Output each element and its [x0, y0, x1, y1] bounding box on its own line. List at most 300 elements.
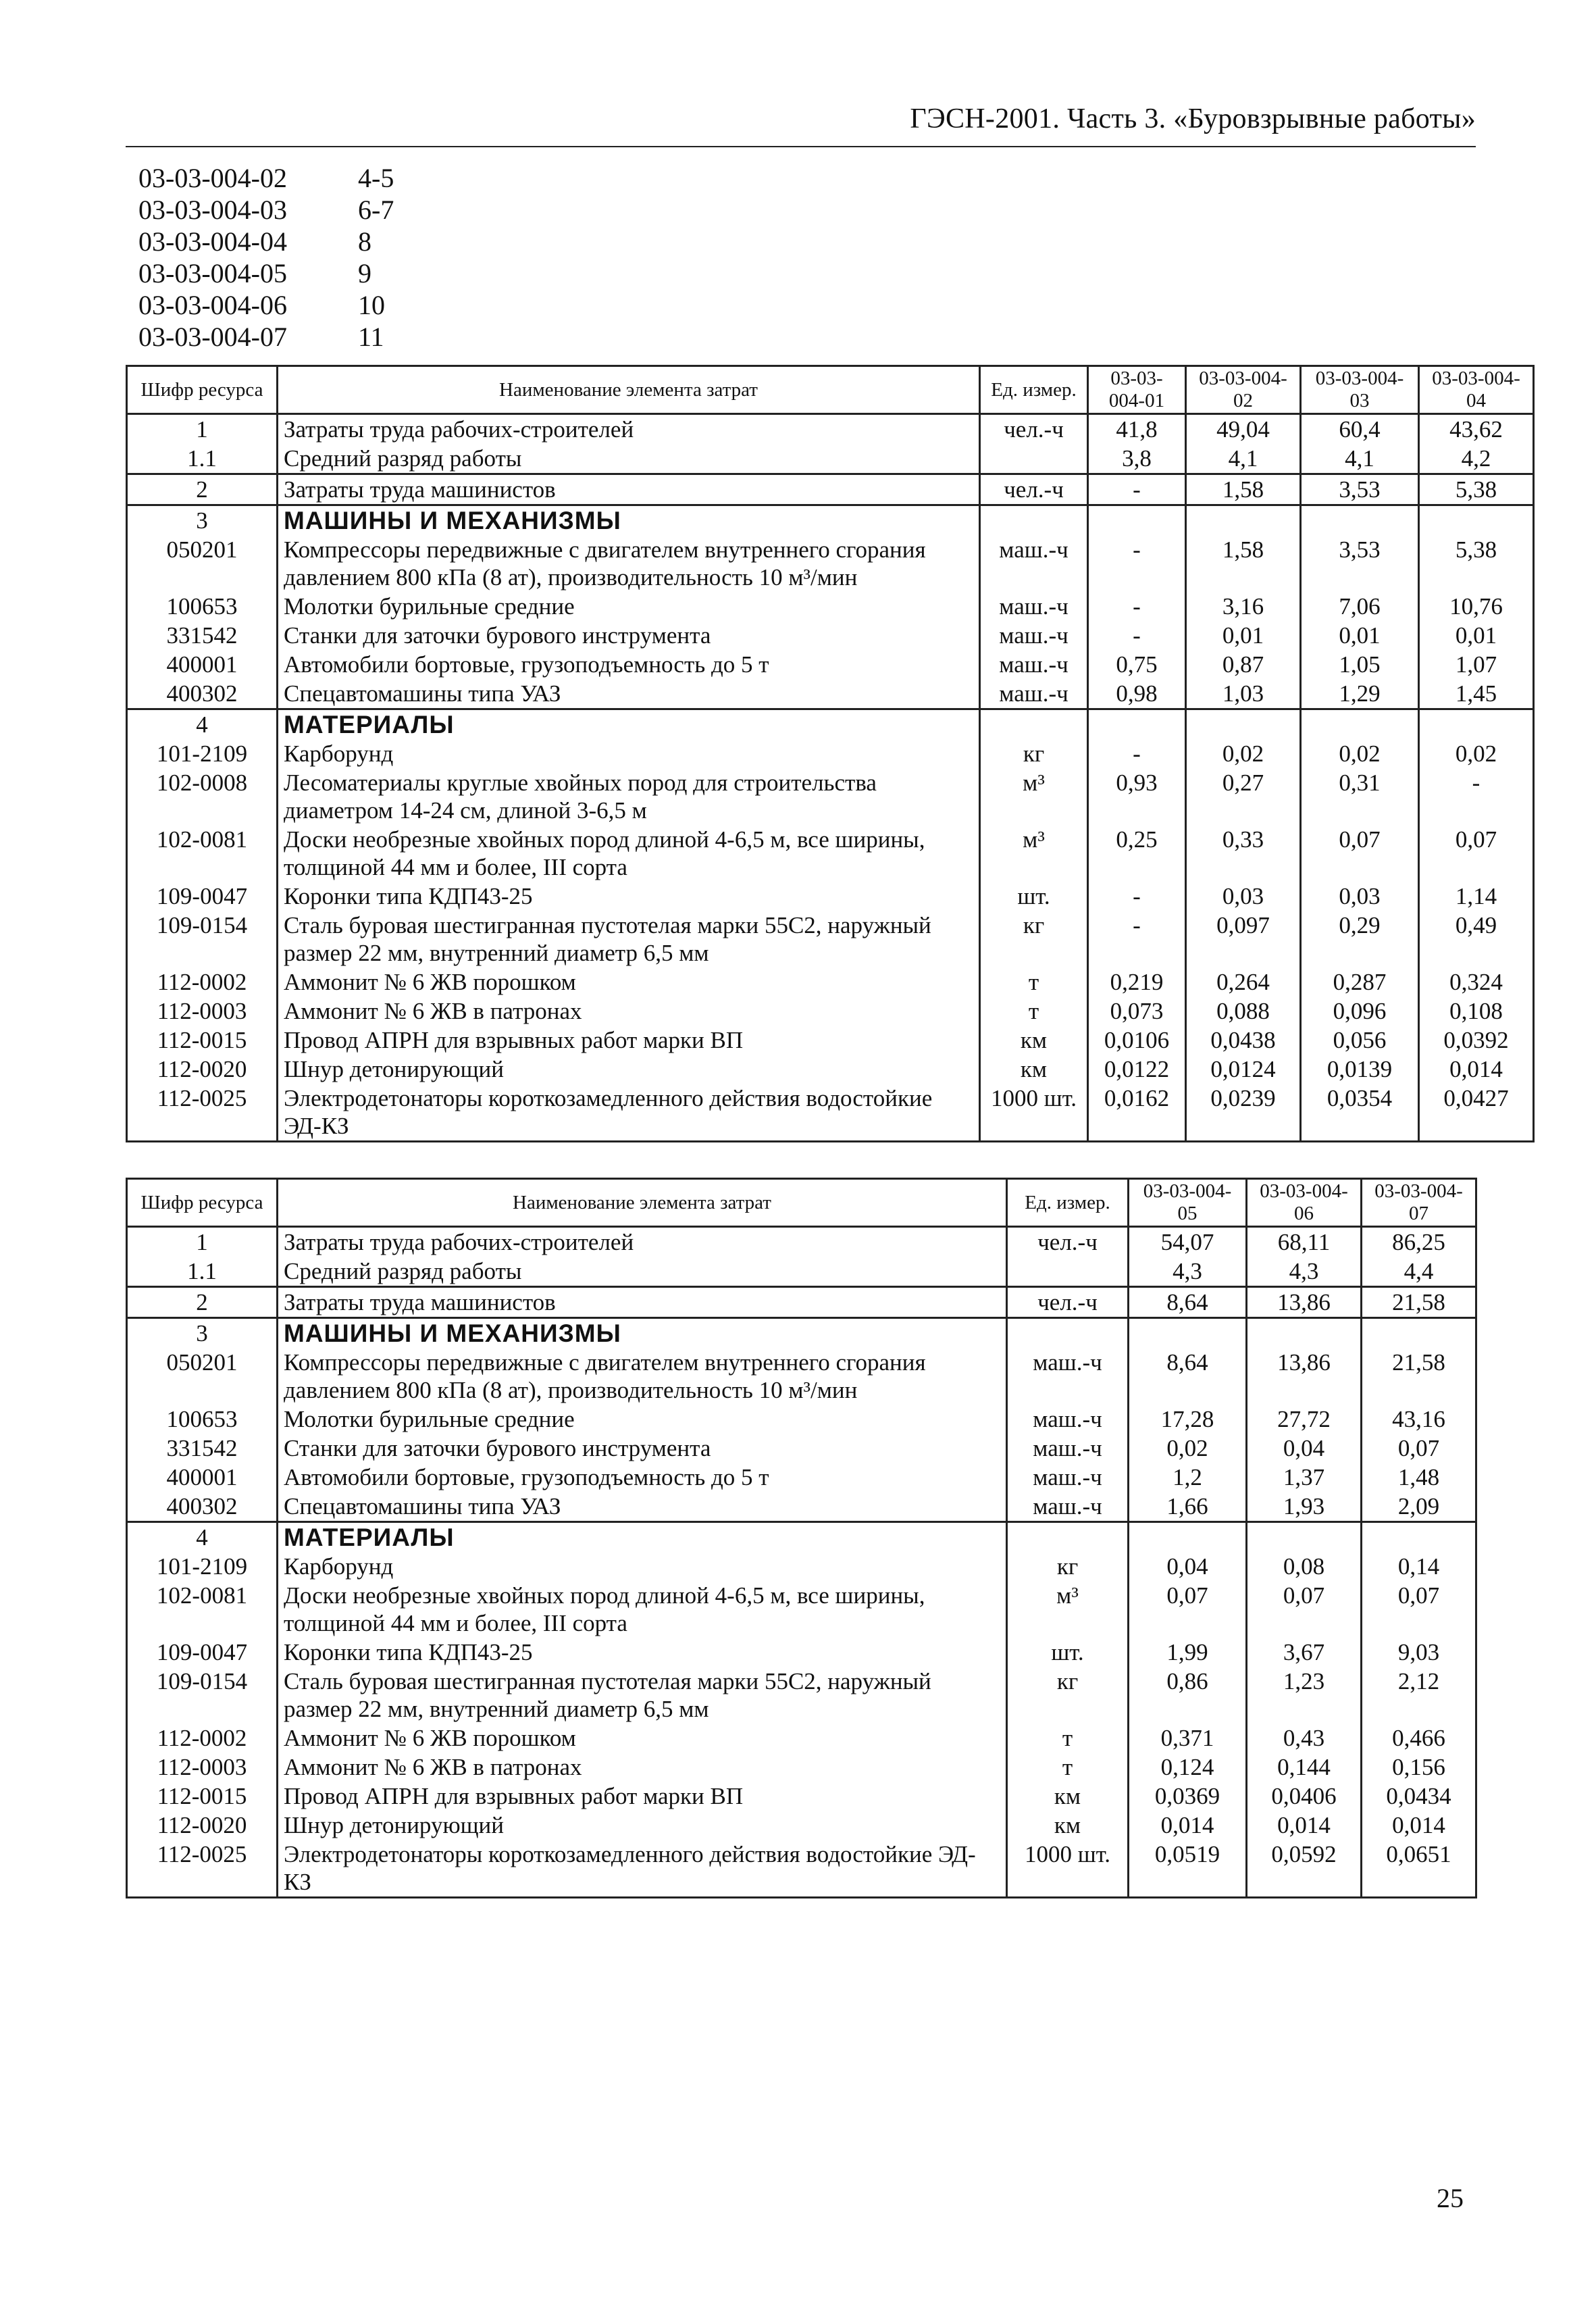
resource-code: 4	[127, 1522, 278, 1553]
resource-value: 54,07	[1129, 1227, 1247, 1257]
resource-code: 400001	[127, 1463, 278, 1492]
resource-unit: маш.-ч	[1007, 1405, 1129, 1434]
resource-value: 0,014	[1247, 1811, 1362, 1840]
resource-name: Электродетонаторы короткозамедленного действия водостойкие ЭД-КЗ	[278, 1840, 1007, 1898]
resource-value: 1,2	[1129, 1463, 1247, 1492]
resource-name: Средний разряд работы	[278, 1257, 1007, 1287]
resource-code: 112-0003	[127, 997, 278, 1026]
header-col: 03-03-004-04	[1419, 366, 1534, 414]
resource-table-1	[126, 365, 1535, 1142]
resource-name: Аммонит № 6 ЖВ порошком	[278, 1724, 1007, 1753]
resource-name: Коронки типа КДП43-25	[278, 1638, 1007, 1667]
section-title: МАШИНЫ И МЕХАНИЗМЫ	[278, 1318, 1007, 1349]
resource-value	[1301, 709, 1419, 740]
resource-value: 0,0122	[1088, 1055, 1186, 1084]
resource-code: 112-0015	[127, 1782, 278, 1811]
resource-code: 3	[127, 1318, 278, 1349]
resource-unit	[980, 709, 1088, 740]
resource-code: 112-0002	[127, 967, 278, 997]
resource-code: 102-0008	[127, 768, 278, 825]
resource-name: Карборунд	[278, 1552, 1007, 1581]
resource-unit: маш.-ч	[1007, 1434, 1129, 1463]
resource-value: 1,99	[1129, 1638, 1247, 1667]
resource-value: 0,07	[1362, 1434, 1476, 1463]
resource-value: 3,8	[1088, 444, 1186, 474]
table-row	[127, 1434, 1476, 1463]
resource-value: 0,02	[1301, 739, 1419, 768]
resource-value: 1,48	[1362, 1463, 1476, 1492]
resource-value: 0,144	[1247, 1753, 1362, 1782]
resource-value: -	[1419, 768, 1534, 825]
resource-value: -	[1088, 592, 1186, 621]
resource-code: 109-0154	[127, 1667, 278, 1724]
code-list-ref: 11	[358, 322, 384, 352]
table-row	[127, 414, 1534, 445]
resource-value: 0,0519	[1129, 1840, 1247, 1898]
resource-value: 0,0651	[1362, 1840, 1476, 1898]
header-col: 03-03-004-01	[1088, 366, 1186, 414]
resource-unit: м³	[980, 825, 1088, 882]
resource-value: 1,45	[1419, 679, 1534, 709]
resource-value: 0,0124	[1186, 1055, 1301, 1084]
resource-value: 2,09	[1362, 1492, 1476, 1522]
resource-value: 3,53	[1301, 474, 1419, 505]
code-list-item	[138, 162, 394, 194]
resource-name: Провод АПРН для взрывных работ марки ВП	[278, 1782, 1007, 1811]
resource-unit: шт.	[980, 882, 1088, 911]
resource-value: 0,0369	[1129, 1782, 1247, 1811]
resource-name: Лесоматериалы круглые хвойных пород для строительства диаметром 14-24 см, длиной 3-6,5 м	[278, 768, 980, 825]
resource-name: Сталь буровая шестигранная пустотелая марки 55С2, наружный размер 22 мм, внутренний диаметр 6,5 мм	[278, 1667, 1007, 1724]
resource-unit: км	[980, 1055, 1088, 1084]
resource-value: 1,23	[1247, 1667, 1362, 1724]
resource-name: Автомобили бортовые, грузоподъемность до 5 т	[278, 650, 980, 679]
resource-value: 10,76	[1419, 592, 1534, 621]
resource-value	[1129, 1318, 1247, 1349]
resource-name: Сталь буровая шестигранная пустотелая марки 55С2, наружный размер 22 мм, внутренний диаметр 6,5 мм	[278, 911, 980, 967]
resource-code: 1	[127, 414, 278, 445]
resource-value: 3,53	[1301, 535, 1419, 592]
section-title: МАШИНЫ И МЕХАНИЗМЫ	[278, 505, 980, 536]
resource-value: 13,86	[1247, 1348, 1362, 1405]
code-list-item	[138, 194, 394, 226]
header-divider	[126, 146, 1476, 147]
resource-value: 0,014	[1419, 1055, 1534, 1084]
resource-unit: маш.-ч	[980, 621, 1088, 650]
section-title: МАТЕРИАЛЫ	[278, 1522, 1007, 1553]
table-row	[127, 474, 1534, 505]
resource-unit: кг	[1007, 1667, 1129, 1724]
code-list-ref: 10	[358, 290, 385, 320]
resource-unit: км	[1007, 1811, 1129, 1840]
table-row	[127, 997, 1534, 1026]
resource-value: 4,3	[1247, 1257, 1362, 1287]
header-col: 03-03-004-07	[1362, 1179, 1476, 1227]
resource-value: 0,219	[1088, 967, 1186, 997]
resource-code: 109-0154	[127, 911, 278, 967]
resource-value: 0,096	[1301, 997, 1419, 1026]
resource-value: 0,0434	[1362, 1782, 1476, 1811]
resource-value: 0,33	[1186, 825, 1301, 882]
resource-value: 17,28	[1129, 1405, 1247, 1434]
resource-value	[1088, 709, 1186, 740]
resource-unit: кг	[1007, 1552, 1129, 1581]
resource-value: 0,0239	[1186, 1084, 1301, 1142]
resource-code: 050201	[127, 1348, 278, 1405]
resource-value: 7,06	[1301, 592, 1419, 621]
resource-unit: маш.-ч	[980, 679, 1088, 709]
resource-unit: км	[980, 1026, 1088, 1055]
resource-value: 13,86	[1247, 1287, 1362, 1318]
code-list-code: 03-03-004-03	[138, 195, 287, 225]
resource-value	[1419, 505, 1534, 536]
code-list-ref: 4-5	[358, 163, 394, 193]
resource-value: 0,073	[1088, 997, 1186, 1026]
resource-value	[1419, 709, 1534, 740]
code-list-ref: 9	[358, 258, 371, 288]
resource-name: Компрессоры передвижные с двигателем внутреннего сгорания давлением 800 кПа (8 ат), производительность 10 м³/мин	[278, 535, 980, 592]
table-row	[127, 1405, 1476, 1434]
resource-code: 1	[127, 1227, 278, 1257]
resource-code: 101-2109	[127, 1552, 278, 1581]
resource-value: 0,29	[1301, 911, 1419, 967]
resource-value: 0,0406	[1247, 1782, 1362, 1811]
resource-code: 100653	[127, 592, 278, 621]
resource-unit: шт.	[1007, 1638, 1129, 1667]
resource-name: Затраты труда рабочих-строителей	[278, 1227, 1007, 1257]
resource-value	[1186, 709, 1301, 740]
resource-value: 0,287	[1301, 967, 1419, 997]
resource-unit	[1007, 1318, 1129, 1349]
table-row	[127, 679, 1534, 709]
resource-value: 0,088	[1186, 997, 1301, 1026]
resource-value: 5,38	[1419, 535, 1534, 592]
resource-value: 1,58	[1186, 535, 1301, 592]
resource-value: 21,58	[1362, 1348, 1476, 1405]
resource-value: 1,58	[1186, 474, 1301, 505]
resource-name: Компрессоры передвижные с двигателем внутреннего сгорания давлением 800 кПа (8 ат), производительность 10 м³/мин	[278, 1348, 1007, 1405]
resource-value: 0,75	[1088, 650, 1186, 679]
resource-value: 2,12	[1362, 1667, 1476, 1724]
resource-value: 0,466	[1362, 1724, 1476, 1753]
resource-unit: 1000 шт.	[980, 1084, 1088, 1142]
header-code: Шифр ресурса	[127, 366, 278, 414]
resource-name: Средний разряд работы	[278, 444, 980, 474]
table-row	[127, 1552, 1476, 1581]
resource-value: 1,03	[1186, 679, 1301, 709]
resource-code: 2	[127, 474, 278, 505]
table-row	[127, 1638, 1476, 1667]
table-row	[127, 1492, 1476, 1522]
table-row	[127, 1257, 1476, 1287]
table-row	[127, 825, 1534, 882]
resource-code: 109-0047	[127, 1638, 278, 1667]
resource-unit: т	[980, 997, 1088, 1026]
table-header-row	[127, 1179, 1476, 1227]
resource-name: Шнур детонирующий	[278, 1811, 1007, 1840]
resource-code: 100653	[127, 1405, 278, 1434]
resource-code: 101-2109	[127, 739, 278, 768]
resource-code: 400001	[127, 650, 278, 679]
resource-value: 0,108	[1419, 997, 1534, 1026]
resource-name: Затраты труда рабочих-строителей	[278, 414, 980, 445]
table-row	[127, 444, 1534, 474]
header-name: Наименование элемента затрат	[278, 1179, 1007, 1227]
table-row	[127, 1463, 1476, 1492]
table-row	[127, 882, 1534, 911]
resource-code: 400302	[127, 1492, 278, 1522]
resource-value	[1088, 505, 1186, 536]
resource-value: 0,07	[1419, 825, 1534, 882]
code-list-ref: 6-7	[358, 195, 394, 225]
resource-name: Станки для заточки бурового инструмента	[278, 1434, 1007, 1463]
header-unit: Ед. измер.	[1007, 1179, 1129, 1227]
resource-value: 5,38	[1419, 474, 1534, 505]
resource-name: Молотки бурильные средние	[278, 592, 980, 621]
resource-value: 1,14	[1419, 882, 1534, 911]
resource-value: 0,98	[1088, 679, 1186, 709]
header-name: Наименование элемента затрат	[278, 366, 980, 414]
resource-value: 49,04	[1186, 414, 1301, 445]
resource-name: Аммонит № 6 ЖВ в патронах	[278, 1753, 1007, 1782]
table-row	[127, 739, 1534, 768]
resource-value: 0,02	[1419, 739, 1534, 768]
resource-code: 109-0047	[127, 882, 278, 911]
resource-value: 3,16	[1186, 592, 1301, 621]
resource-value: 0,86	[1129, 1667, 1247, 1724]
resource-value: 9,03	[1362, 1638, 1476, 1667]
resource-unit	[980, 505, 1088, 536]
table-row	[127, 621, 1534, 650]
resource-name: Электродетонаторы короткозамедленного действия водостойкие ЭД-КЗ	[278, 1084, 980, 1142]
table-row	[127, 650, 1534, 679]
resource-name: Аммонит № 6 ЖВ в патронах	[278, 997, 980, 1026]
code-list-ref: 8	[358, 226, 371, 257]
resource-name: Провод АПРН для взрывных работ марки ВП	[278, 1026, 980, 1055]
resource-name: Спецавтомашины типа УАЗ	[278, 1492, 1007, 1522]
resource-value: 4,1	[1301, 444, 1419, 474]
resource-value	[1247, 1522, 1362, 1553]
code-list-code: 03-03-004-04	[138, 226, 287, 257]
resource-name: Коронки типа КДП43-25	[278, 882, 980, 911]
resource-name: Доски необрезные хвойных пород длиной 4-6,5 м, все ширины, толщиной 44 мм и более, III сорта	[278, 1581, 1007, 1638]
resource-value: 0,014	[1362, 1811, 1476, 1840]
resource-unit	[980, 444, 1088, 474]
section-row	[127, 1318, 1476, 1349]
code-reference-list	[138, 162, 394, 353]
resource-value: 0,08	[1247, 1552, 1362, 1581]
code-list-item	[138, 226, 394, 257]
resource-name: Станки для заточки бурового инструмента	[278, 621, 980, 650]
header-col: 03-03-004-02	[1186, 366, 1301, 414]
code-list-code: 03-03-004-05	[138, 258, 287, 288]
section-row	[127, 505, 1534, 536]
resource-unit: м³	[1007, 1581, 1129, 1638]
header-col: 03-03-004-05	[1129, 1179, 1247, 1227]
resource-code: 331542	[127, 1434, 278, 1463]
resource-name: Аммонит № 6 ЖВ порошком	[278, 967, 980, 997]
resource-value: 0,0438	[1186, 1026, 1301, 1055]
resource-unit: кг	[980, 739, 1088, 768]
resource-value: 0,07	[1247, 1581, 1362, 1638]
section-row	[127, 1522, 1476, 1553]
resource-unit: кг	[980, 911, 1088, 967]
resource-unit: чел.-ч	[1007, 1227, 1129, 1257]
resource-value: 0,43	[1247, 1724, 1362, 1753]
resource-value: 0,02	[1186, 739, 1301, 768]
resource-unit	[1007, 1522, 1129, 1553]
resource-value: 0,93	[1088, 768, 1186, 825]
resource-value	[1247, 1318, 1362, 1349]
resource-value: 0,07	[1129, 1581, 1247, 1638]
table-row	[127, 768, 1534, 825]
resource-value: 0,31	[1301, 768, 1419, 825]
resource-code: 1.1	[127, 1257, 278, 1287]
code-list-code: 03-03-004-02	[138, 163, 287, 193]
table-row	[127, 1026, 1534, 1055]
resource-value: 0,324	[1419, 967, 1534, 997]
resource-value: 0,49	[1419, 911, 1534, 967]
resource-value: -	[1088, 535, 1186, 592]
resource-unit: т	[1007, 1753, 1129, 1782]
resource-code: 112-0020	[127, 1055, 278, 1084]
resource-value	[1301, 505, 1419, 536]
table-row	[127, 1782, 1476, 1811]
table-row	[127, 967, 1534, 997]
resource-value: -	[1088, 882, 1186, 911]
resource-value: 0,0354	[1301, 1084, 1419, 1142]
resource-unit: маш.-ч	[1007, 1463, 1129, 1492]
resource-value: 41,8	[1088, 414, 1186, 445]
section-title: МАТЕРИАЛЫ	[278, 709, 980, 740]
resource-value: 1,37	[1247, 1463, 1362, 1492]
page-header: ГЭСН-2001. Часть 3. «Буровзрывные работы»	[910, 103, 1476, 134]
resource-code: 112-0015	[127, 1026, 278, 1055]
resource-name: Шнур детонирующий	[278, 1055, 980, 1084]
resource-code: 331542	[127, 621, 278, 650]
table-row	[127, 592, 1534, 621]
resource-value: 0,056	[1301, 1026, 1419, 1055]
resource-unit: маш.-ч	[1007, 1348, 1129, 1405]
code-list-code: 03-03-004-06	[138, 290, 287, 320]
resource-value: 0,01	[1301, 621, 1419, 650]
resource-value: 8,64	[1129, 1287, 1247, 1318]
resource-value: 3,67	[1247, 1638, 1362, 1667]
resource-value: 60,4	[1301, 414, 1419, 445]
resource-value: 1,66	[1129, 1492, 1247, 1522]
resource-code: 112-0025	[127, 1084, 278, 1142]
resource-value: 1,07	[1419, 650, 1534, 679]
resource-code: 112-0003	[127, 1753, 278, 1782]
resource-unit	[1007, 1257, 1129, 1287]
resource-value: 0,124	[1129, 1753, 1247, 1782]
table-row	[127, 1667, 1476, 1724]
resource-name: Спецавтомашины типа УАЗ	[278, 679, 980, 709]
resource-value	[1186, 505, 1301, 536]
table-row	[127, 535, 1534, 592]
table-row	[127, 1840, 1476, 1898]
resource-code: 112-0002	[127, 1724, 278, 1753]
resource-code: 1.1	[127, 444, 278, 474]
resource-value: 0,04	[1247, 1434, 1362, 1463]
table-row	[127, 1753, 1476, 1782]
header-code: Шифр ресурса	[127, 1179, 278, 1227]
resource-value: 0,01	[1186, 621, 1301, 650]
resource-value: 8,64	[1129, 1348, 1247, 1405]
resource-code: 400302	[127, 679, 278, 709]
table-row	[127, 1581, 1476, 1638]
resource-value: -	[1088, 621, 1186, 650]
resource-value: 0,0106	[1088, 1026, 1186, 1055]
table-header-row	[127, 366, 1534, 414]
resource-unit: т	[980, 967, 1088, 997]
resource-unit: 1000 шт.	[1007, 1840, 1129, 1898]
resource-value: 0,156	[1362, 1753, 1476, 1782]
resource-value: 0,03	[1186, 882, 1301, 911]
code-list-item	[138, 257, 394, 289]
resource-unit: км	[1007, 1782, 1129, 1811]
resource-value: 43,16	[1362, 1405, 1476, 1434]
resource-value: 0,097	[1186, 911, 1301, 967]
resource-code: 102-0081	[127, 1581, 278, 1638]
resource-value: 43,62	[1419, 414, 1534, 445]
table-row	[127, 1084, 1534, 1142]
resource-value: 0,0139	[1301, 1055, 1419, 1084]
resource-unit: маш.-ч	[980, 535, 1088, 592]
resource-value: 0,04	[1129, 1552, 1247, 1581]
resource-unit: чел.-ч	[1007, 1287, 1129, 1318]
resource-value: 0,0592	[1247, 1840, 1362, 1898]
code-list-item	[138, 289, 394, 321]
resource-name: Автомобили бортовые, грузоподъемность до 5 т	[278, 1463, 1007, 1492]
resource-value: 86,25	[1362, 1227, 1476, 1257]
resource-value: 0,07	[1301, 825, 1419, 882]
table-row	[127, 1348, 1476, 1405]
resource-value: 0,0392	[1419, 1026, 1534, 1055]
resource-value: 0,07	[1362, 1581, 1476, 1638]
resource-code: 112-0025	[127, 1840, 278, 1898]
resource-value: 0,371	[1129, 1724, 1247, 1753]
resource-value: 0,14	[1362, 1552, 1476, 1581]
resource-code: 102-0081	[127, 825, 278, 882]
header-col: 03-03-004-06	[1247, 1179, 1362, 1227]
resource-unit: т	[1007, 1724, 1129, 1753]
resource-value: 0,25	[1088, 825, 1186, 882]
resource-value: 0,02	[1129, 1434, 1247, 1463]
section-row	[127, 709, 1534, 740]
resource-value: 4,4	[1362, 1257, 1476, 1287]
resource-value: -	[1088, 739, 1186, 768]
table-row	[127, 1287, 1476, 1318]
resource-value: 21,58	[1362, 1287, 1476, 1318]
resource-code: 2	[127, 1287, 278, 1318]
resource-unit: м³	[980, 768, 1088, 825]
resource-value: 0,03	[1301, 882, 1419, 911]
code-list-code: 03-03-004-07	[138, 322, 287, 352]
resource-table-2	[126, 1178, 1477, 1898]
resource-value: 0,014	[1129, 1811, 1247, 1840]
resource-unit: маш.-ч	[1007, 1492, 1129, 1522]
resource-value: 1,29	[1301, 679, 1419, 709]
resource-value	[1362, 1522, 1476, 1553]
resource-value: 4,1	[1186, 444, 1301, 474]
header-col: 03-03-004-03	[1301, 366, 1419, 414]
table-row	[127, 1811, 1476, 1840]
resource-value: -	[1088, 911, 1186, 967]
table-row	[127, 1724, 1476, 1753]
resource-value	[1129, 1522, 1247, 1553]
resource-value: 27,72	[1247, 1405, 1362, 1434]
